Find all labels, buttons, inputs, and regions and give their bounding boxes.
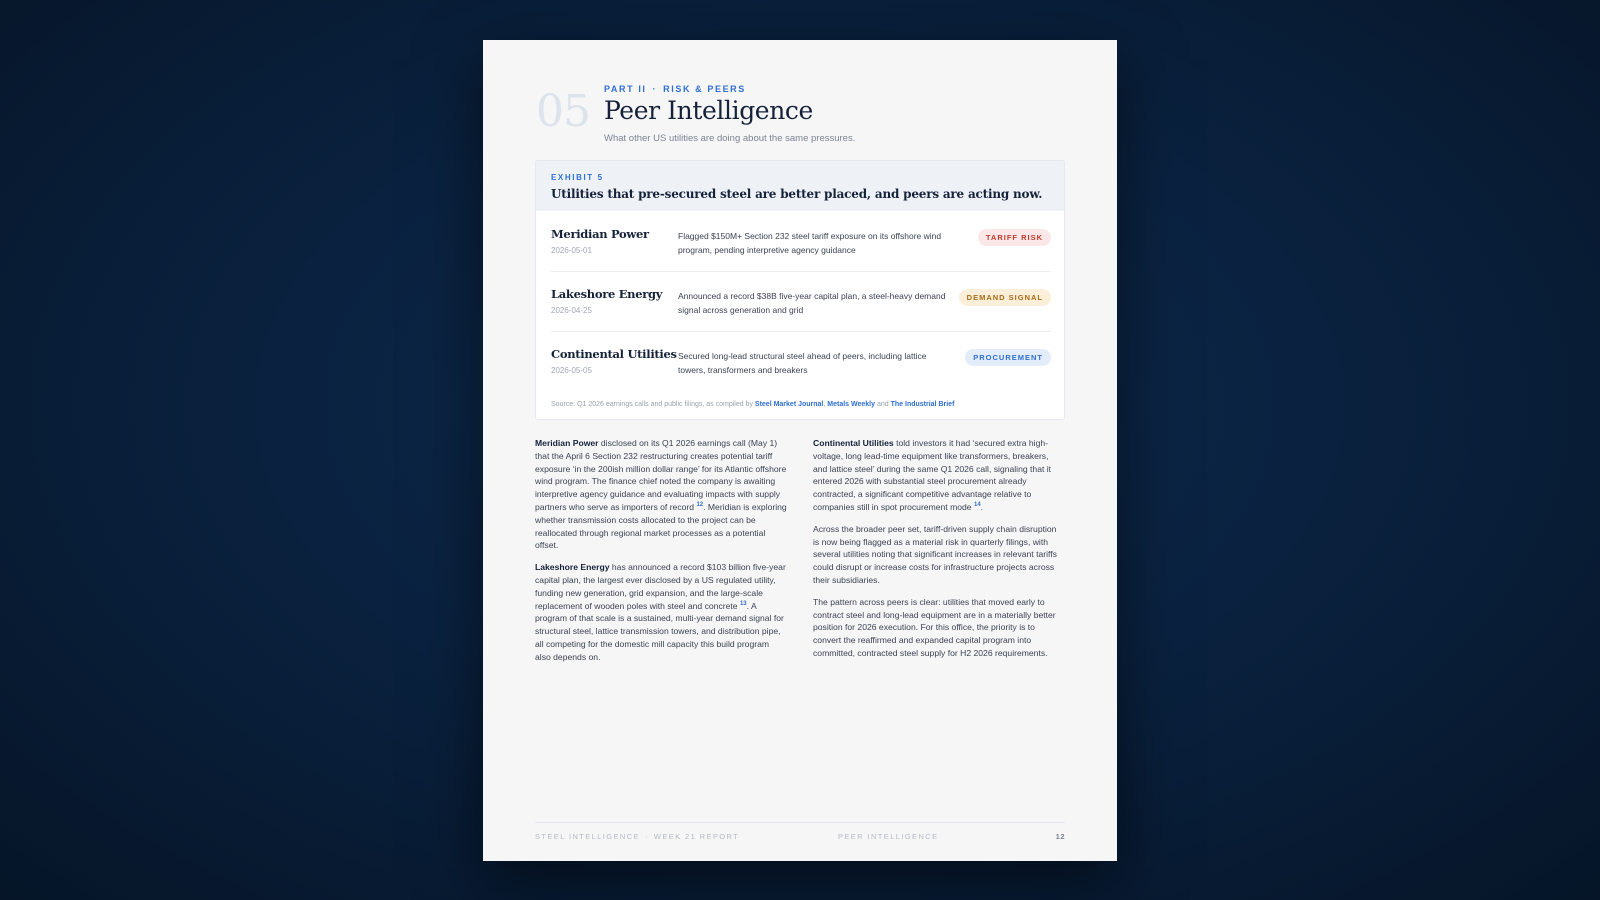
source-separator: and [876,401,889,408]
company-description: Flagged $150M+ Section 232 steel tariff exposure on its offshore wind program, pending interpretive agency guidance [678,231,942,255]
paragraph-pattern: The pattern across peers is clear: utilities that moved early to contract steel and long-lead equipment are in a materially better position for 2026 execution. For this office, the priority is to convert the reaffirmed and expanded capital program into committed, contracted steel supply for H2 2026 requirements. [813,596,1056,658]
footer-section-name: PEER INTELLIGENCE [838,832,939,841]
source-link-steel-market-journal[interactable]: Steel Market Journal [754,401,824,408]
section-header [536,84,1066,154]
source-link-industrial-brief[interactable]: The Industrial Brief [890,401,955,408]
paragraph-lakeshore [535,561,787,663]
exhibit-header [536,161,1064,211]
footer-separator: · [644,832,649,841]
footer-week: WEEK 21 REPORT [653,832,740,841]
exhibit-title: Utilities that pre-secured steel are better placed, and peers are acting now. [551,187,1043,201]
page-number: 12 [1055,832,1065,841]
procurement-badge: PROCUREMENT [965,349,1051,366]
paragraph-meridian [535,437,787,552]
paragraph-text: told investors it had ‘secured extra high-voltage, long lead-time equipment like transformers, breakers, and lattice steel’ during the same Q1 2026 call, signaling that it entered 2026 with substantial steel procurement already contracted, a significant competitive advantage relative to companies still in spot procurement mode [813,438,1052,512]
paragraph-text: has announced a record $103 billion five-year capital plan, the largest ever disclosed by a US regulated utility, funding new generation, grid expansion, and the large-scale replacement of wooden poles with steel and concrete [535,562,786,611]
page-footer [535,822,1065,843]
paragraph-text: disclosed on its Q1 2026 earnings call (May 1) that the April 6 Section 232 restructuring creates potential tariff exposure ‘in the 200ish million dollar range’ for its Atlantic offshore wind program. The finance chief noted the company is awaiting interpretive agency guidance and evaluating impacts with supply partners who serve as importers of record [535,438,787,512]
footnote-ref[interactable]: 14 [973,502,981,509]
company-description: Secured long-lead structural steel ahead of peers, including lattice towers, transformers and breakers [678,351,927,375]
tariff-risk-badge: TARIFF RISK [978,229,1051,246]
paragraph-text: . [980,501,984,512]
peer-row [551,331,1051,391]
paragraph-text: . A program of that scale is a sustained, multi-year demand signal for structural steel, lattice transmission towers, and distribution pipe, all competing for the domestic mill capacity this build program also depends on. [535,600,784,662]
source-link-metals-weekly[interactable]: Metals Weekly [827,401,876,408]
company-name: Continental Utilities [551,347,677,361]
paragraph-lead: Meridian Power [535,438,599,448]
company-date: 2026-04-25 [551,306,592,315]
footnote-ref[interactable]: 13 [739,600,747,607]
eyebrow-topic: RISK & PEERS [663,84,746,94]
exhibit-label: EXHIBIT 5 [551,173,604,182]
source-separator: , [823,401,826,408]
page-subtitle: What other US utilities are doing about the same pressures. [604,133,856,144]
exhibit-card [535,160,1065,420]
peer-row [551,211,1051,271]
exhibit-source [551,401,954,408]
company-date: 2026-05-01 [551,246,592,255]
paragraph-text: . Meridian is exploring whether transmission costs allocated to the project can be reallocated through regional market processes as a potential offset. [535,501,787,551]
source-prefix: Source: Q1 2026 earnings calls and public filings, as compiled by [551,401,753,408]
footnote-ref[interactable]: 12 [696,502,704,509]
eyebrow-separator: · [652,84,658,94]
company-name: Lakeshore Energy [551,287,663,301]
peer-row [551,271,1051,331]
footer-report-name [535,832,739,841]
paragraph-lead: Continental Utilities [813,438,894,448]
company-name: Meridian Power [551,227,649,241]
page-title: Peer Intelligence [604,96,813,125]
demand-signal-badge: DEMAND SIGNAL [959,289,1051,306]
paragraph-continental [813,437,1065,514]
section-number: 05 [536,86,590,137]
paragraph-peer-set: Across the broader peer set, tariff-driven supply chain disruption is now being flagged as a material risk in quarterly filings, with several utilities noting that significant increases in relevant tariffs could disrupt or increase costs for infrastructure projects across their subsidiaries. [813,523,1057,585]
paragraph-lead: Lakeshore Energy [535,562,610,573]
report-page [483,40,1117,861]
right-column [813,437,1065,669]
company-date: 2026-05-05 [551,366,592,375]
footer-publication: STEEL INTELLIGENCE [535,832,640,841]
left-column [535,437,787,673]
company-description: Announced a record $38B five-year capital plan, a steel-heavy demand signal across generation and grid [678,291,946,315]
eyebrow-part: PART II [604,84,647,94]
body-columns [535,437,1065,677]
section-eyebrow [604,84,746,94]
